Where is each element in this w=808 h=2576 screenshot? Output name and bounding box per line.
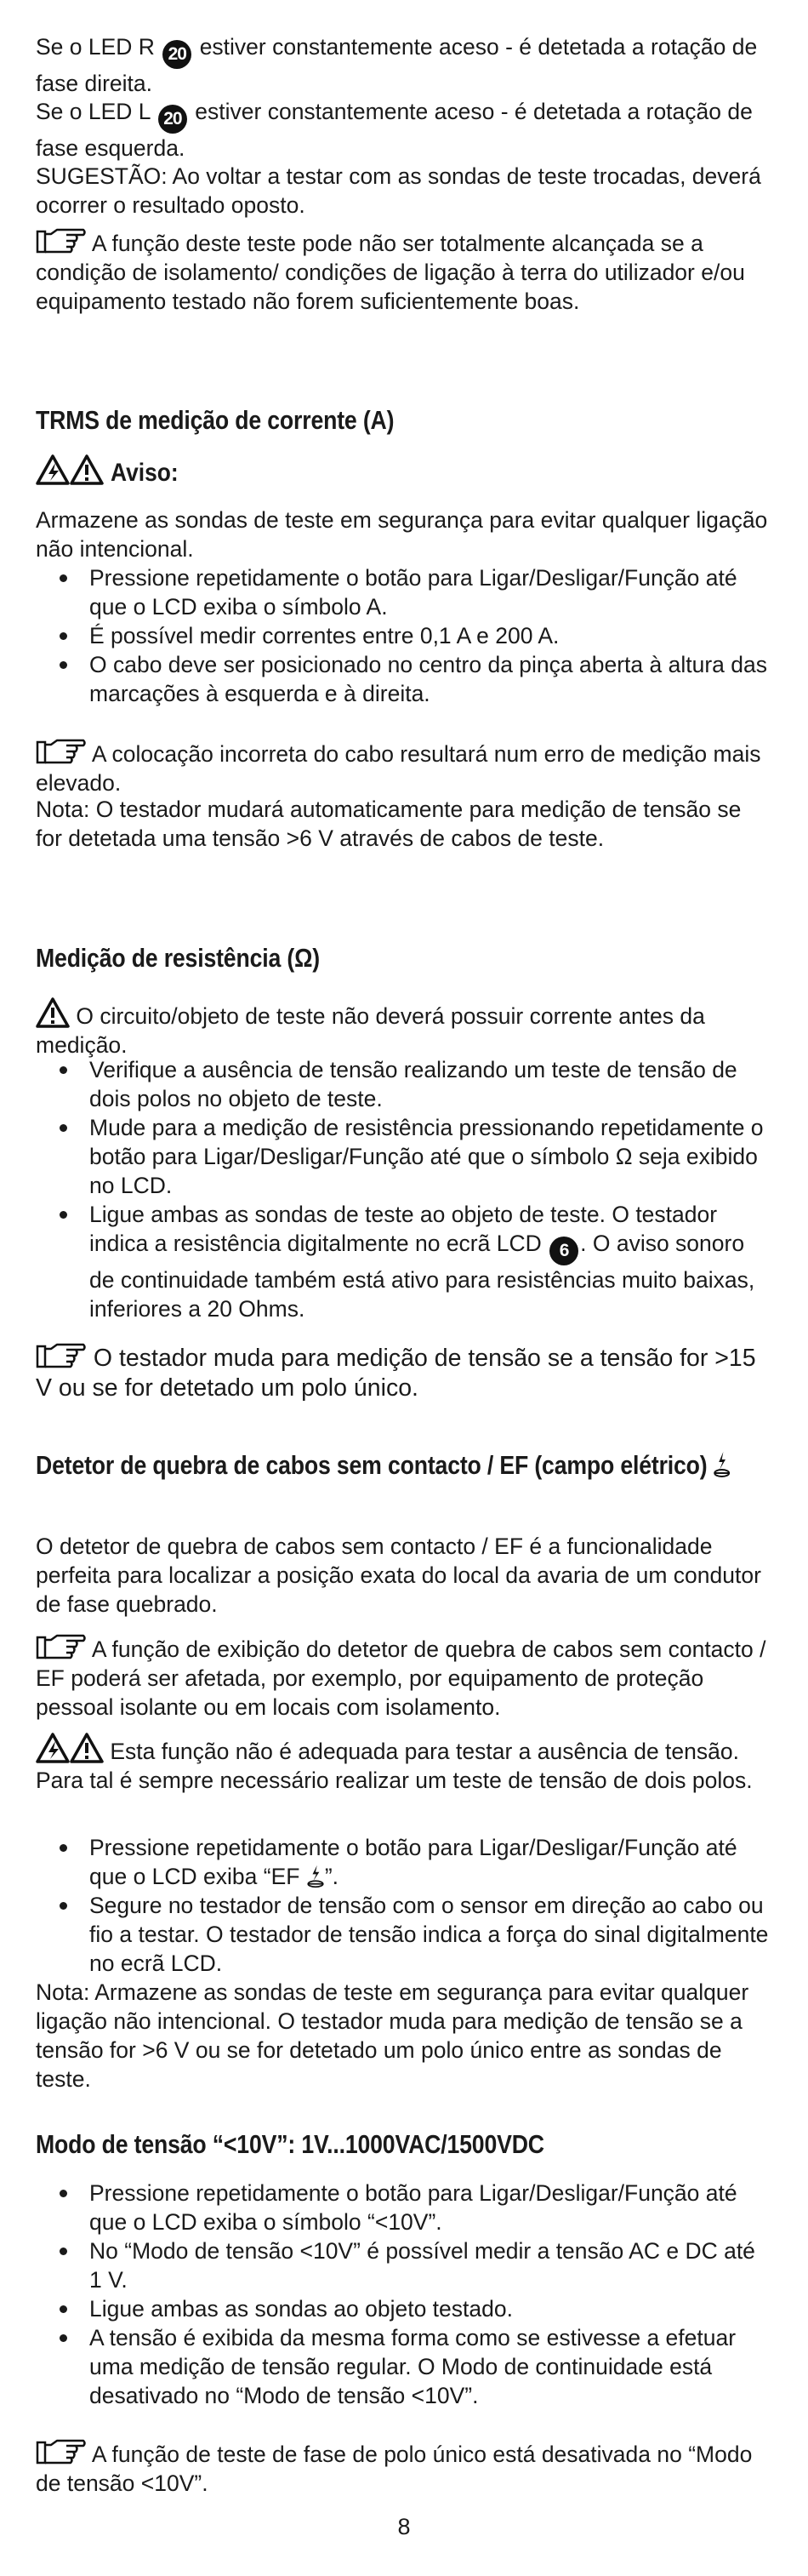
current-nota: Nota: O testador mudará automaticamente para medição de tensão se for detetada uma tensão >6 V através de cabos de teste. <box>36 797 742 851</box>
intro-note: A função deste teste pode não ser totalmente alcançada se a condição de isolamento/ condições de ligação à terra do utilizador e/ou equipamento testado não forem suficientemente boas. <box>36 226 772 316</box>
cable-break-bullets <box>36 1833 772 1978</box>
pointing-hand-icon <box>36 226 87 255</box>
resistance-note: O testador muda para medição de tensão se a tensão for >15 V ou se for detetado um polo único. <box>36 1341 772 1403</box>
intro-led-r: Se o LED R 20 estiver constantemente aceso - é detetada a rotação de fase direita. <box>36 34 758 96</box>
callout-6-badge: 6 <box>549 1237 578 1265</box>
list-item: Segure no testador de tensão com o sensor em direção ao cabo ou fio a testar. O testador de tensão indica a força do sinal digitalmente no ecrã LCD. <box>36 1891 772 1978</box>
cable-break-nota: Nota: Armazene as sondas de teste em segurança para evitar qualquer ligação não intencional. O testador muda para medição de tensão se a tensão for >6 V ou se for detetado um polo único entre as sondas de teste. <box>36 1979 749 2092</box>
list-item: Mude para a medição de resistência pressionando repetidamente o botão para Ligar/Desligar/Função até que o símbolo Ω seja exibido no LCD. <box>36 1113 772 1200</box>
warning-triangle-icon <box>70 1733 104 1763</box>
heading-resistance: Medição de resistência (Ω) <box>36 943 320 973</box>
cable-break-intro: O detetor de quebra de cabos sem contacto / EF é a funcionalidade perfeita para localizar a posição exata do local da avaria de um condutor de fase quebrado. <box>36 1534 761 1617</box>
electric-field-icon <box>714 1451 731 1478</box>
electric-field-icon <box>306 1865 325 1888</box>
low-voltage-bullets <box>36 2179 772 2410</box>
list-item: Verifique a ausência de tensão realizando um teste de tensão de dois polos no objeto de teste. <box>36 1055 772 1113</box>
hazard-triangle-icon <box>36 454 70 485</box>
current-storage-text: Armazene as sondas de teste em segurança para evitar qualquer ligação não intencional. <box>36 507 768 562</box>
cable-break-note: A função de exibição do detetor de quebra de cabos sem contacto / EF poderá ser afetada, por exemplo, por equipamento de proteção pessoal isolante ou em locais com isolamento. <box>36 1632 772 1722</box>
current-bullets <box>36 563 772 708</box>
intro-tip: SUGESTÃO: Ao voltar a testar com as sondas de teste trocadas, deverá ocorrer o resultado oposto. <box>36 163 761 218</box>
list-item: Pressione repetidamente o botão para Ligar/Desligar/Função até que o LCD exiba o símbolo A. <box>36 563 772 621</box>
heading-cable-break: Detetor de quebra de cabos sem contacto / EF (campo elétrico) <box>36 1448 738 1482</box>
resistance-bullets <box>36 1055 772 1323</box>
warning-triangle-icon <box>70 454 104 485</box>
warning-triangle-icon <box>36 997 70 1028</box>
list-item: Ligue ambas as sondas ao objeto testado. <box>36 2294 772 2323</box>
low-voltage-note: A função de teste de fase de polo único está desativada no “Modo de tensão <10V”. <box>36 2437 772 2498</box>
heading-current: TRMS de medição de corrente (A) <box>36 405 395 435</box>
heading-low-voltage: Modo de tensão “<10V”: 1V...1000VAC/1500VDC <box>36 2129 544 2159</box>
pointing-hand-icon <box>36 2437 87 2466</box>
list-item: A tensão é exibida da mesma forma como se estivesse a efetuar uma medição de tensão regular. O Modo de continuidade está desativado no “Modo de tensão <10V”. <box>36 2323 772 2410</box>
list-item: Pressione repetidamente o botão para Ligar/Desligar/Função até que o LCD exiba “EF ”. <box>36 1833 772 1891</box>
resistance-warning: O circuito/objeto de teste não deverá possuir corrente antes da medição. <box>36 997 772 1060</box>
callout-20-badge: 20 <box>158 105 187 134</box>
list-item: É possível medir correntes entre 0,1 A e 200 A. <box>36 621 772 650</box>
current-note: A colocação incorreta do cabo resultará num erro de medição mais elevado. <box>36 737 772 797</box>
list-item: Pressione repetidamente o botão para Ligar/Desligar/Função até que o LCD exiba o símbolo “<10V”. <box>36 2179 772 2236</box>
warning-label: Aviso: <box>36 454 772 488</box>
hazard-triangle-icon <box>36 1733 70 1763</box>
intro-led-l: Se o LED L 20 estiver constantemente aceso - é detetada a rotação de fase esquerda. <box>36 99 753 161</box>
page-number: 8 <box>397 2514 411 2539</box>
cable-break-warning: Esta função não é adequada para testar a ausência de tensão. Para tal é sempre necessário realizar um teste de tensão de dois polos. <box>36 1733 772 1795</box>
pointing-hand-icon <box>36 737 87 766</box>
list-item: No “Modo de tensão <10V” é possível medir a tensão AC e DC até 1 V. <box>36 2236 772 2294</box>
callout-20-badge: 20 <box>162 40 191 69</box>
list-item: O cabo deve ser posicionado no centro da pinça aberta à altura das marcações à esquerda e à direita. <box>36 650 772 708</box>
list-item: Ligue ambas as sondas de teste ao objeto de teste. O testador indica a resistência digitalmente no ecrã LCD 6 . O aviso sonoro de continuidade também está ativo para resistências muito baixas, inferiores a 20 Ohms. <box>36 1200 772 1323</box>
pointing-hand-icon <box>36 1341 87 1370</box>
pointing-hand-icon <box>36 1632 87 1661</box>
